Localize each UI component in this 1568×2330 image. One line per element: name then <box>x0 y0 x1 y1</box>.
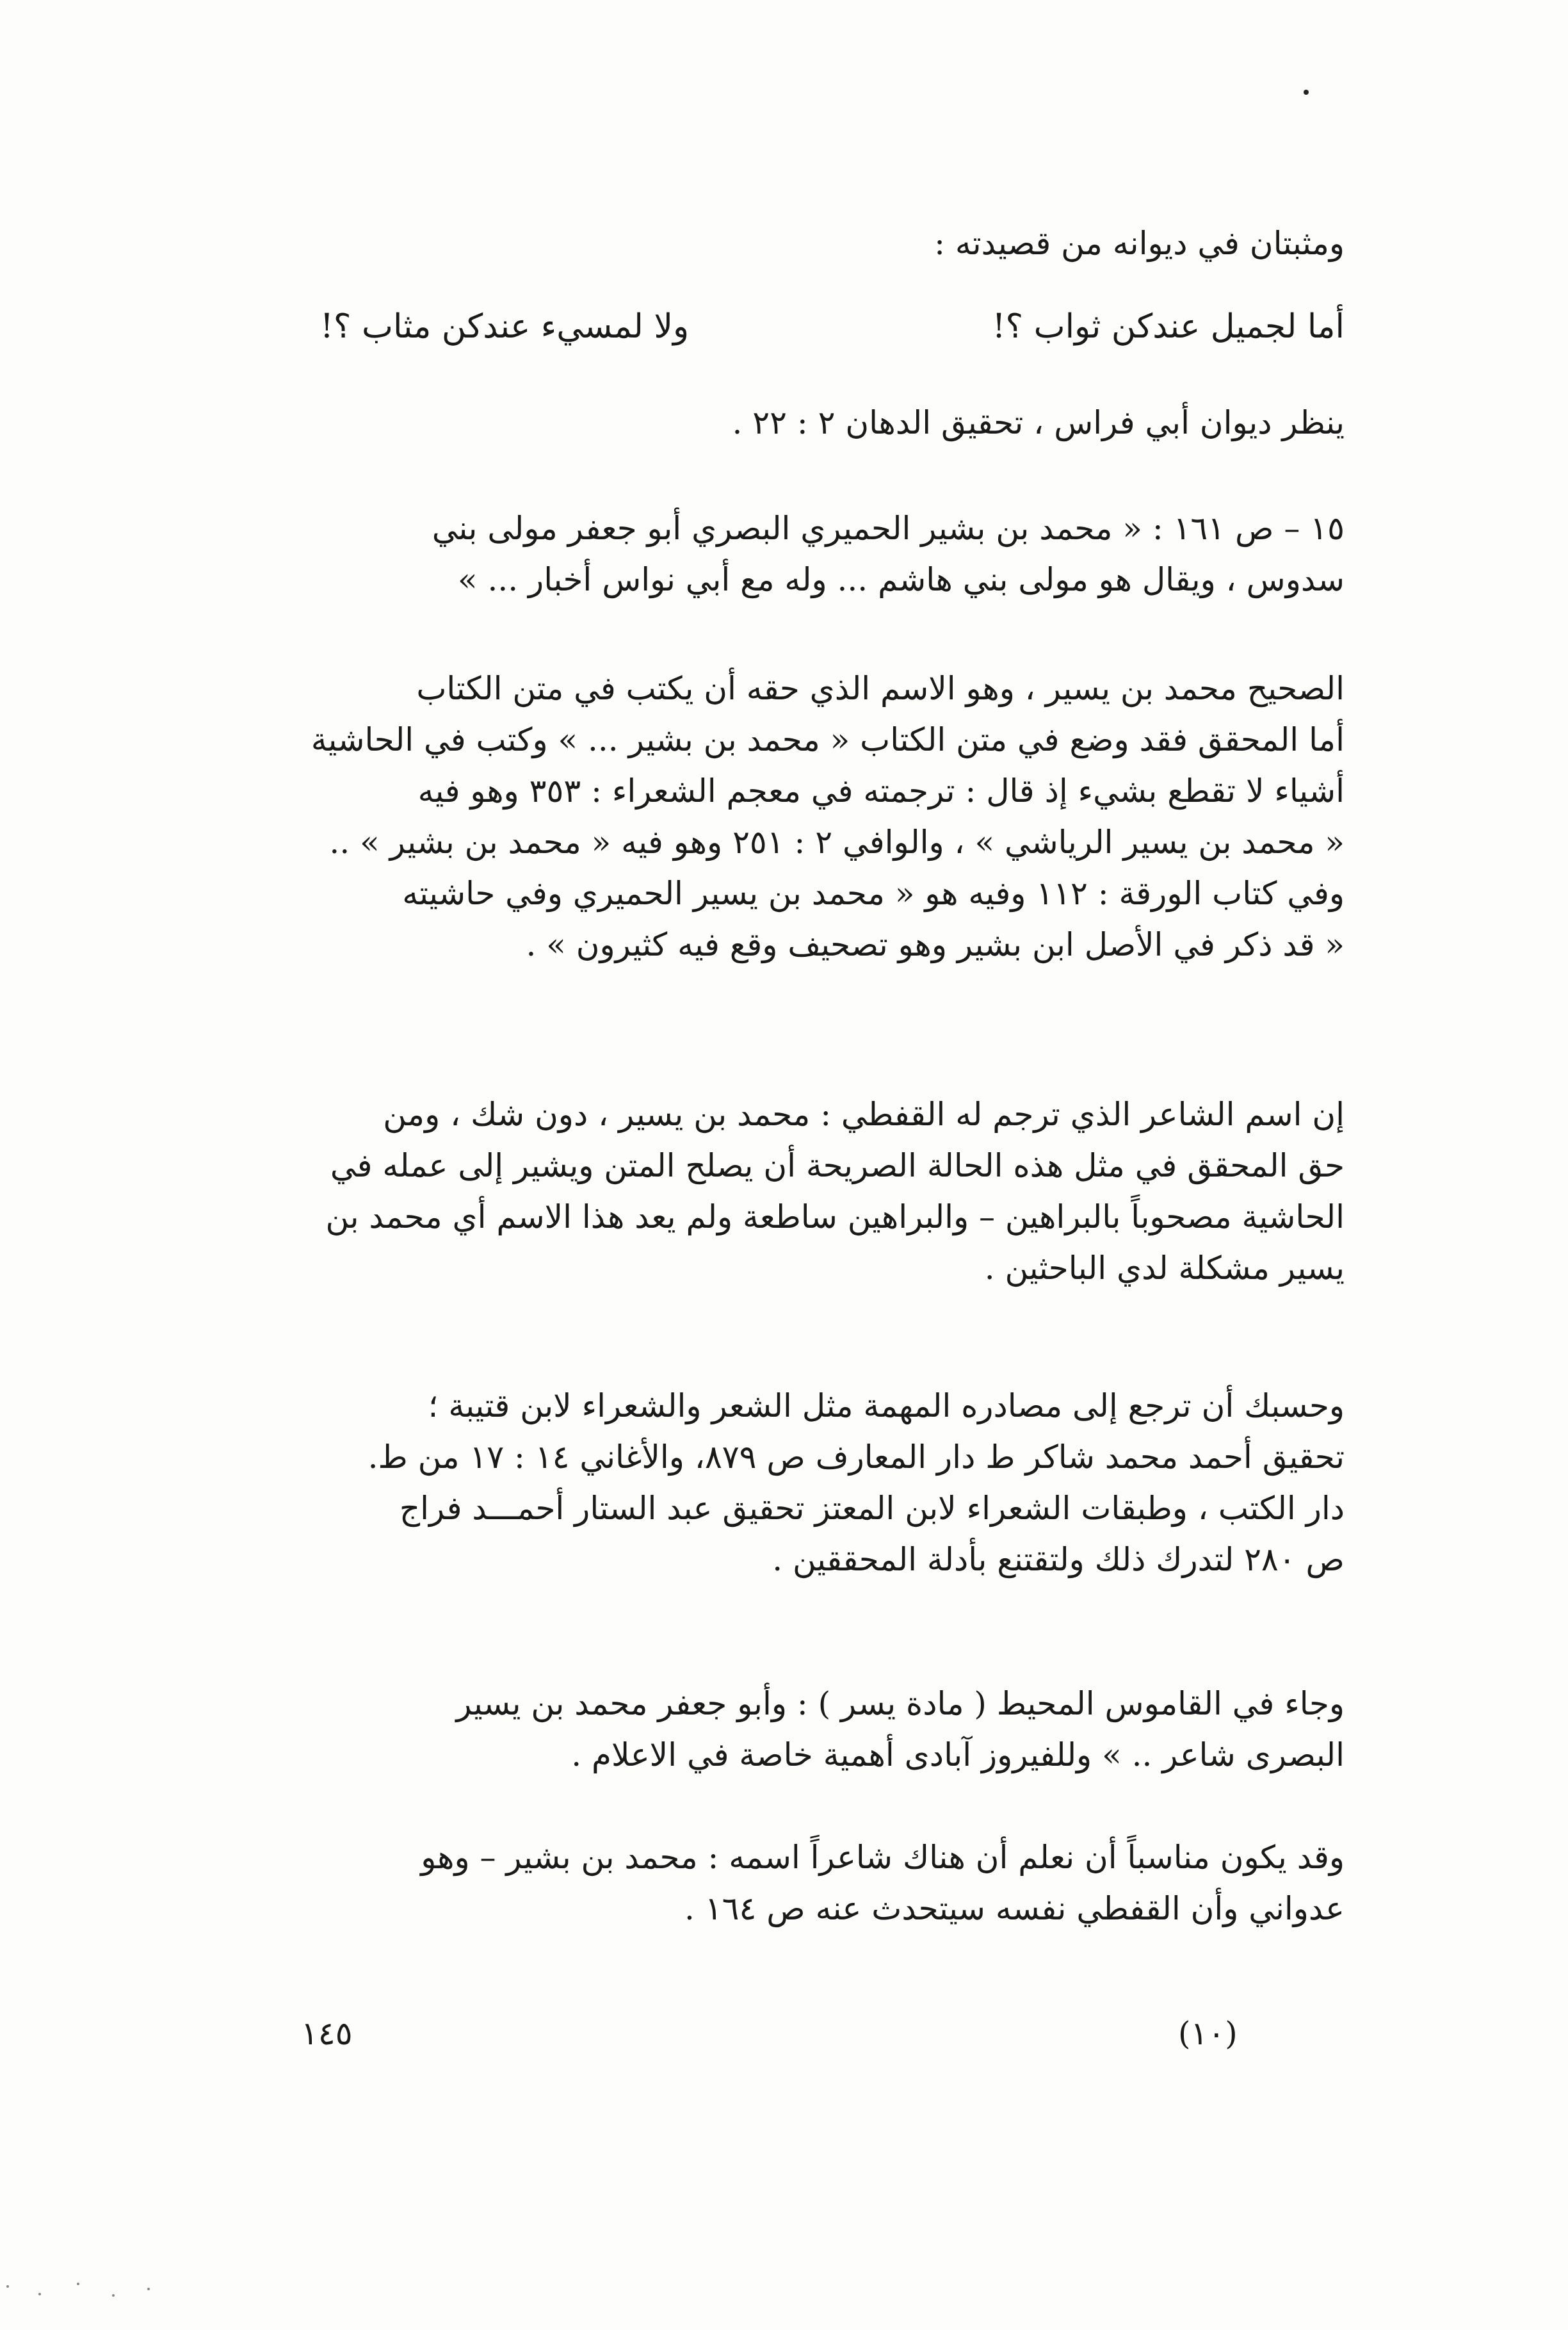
text-line: عدواني وأن القفطي نفسه سيتحدث عنه ص ١٦٤ . <box>684 1890 1345 1927</box>
page-number: ١٤٥ <box>301 2015 353 2052</box>
text-line: إن اسم الشاعر الذي ترجم له القفطي : محمد بن يسير ، دون شك ، ومن <box>383 1096 1345 1133</box>
speck <box>147 2288 150 2290</box>
paragraph-note-15 <box>243 503 1345 605</box>
text-line: ١٥ – ص ١٦١ : « محمد بن بشير الحميري البصري أبو جعفر مولى بني <box>432 510 1345 547</box>
paragraph-ref-diwan <box>243 397 1345 448</box>
verse-first-hemistich: أما لجميل عندكن ثواب ؟! <box>992 307 1345 346</box>
verse-second-hemistich: ولا لمسيء عندكن مثاب ؟! <box>320 307 690 346</box>
text-line: سدوس ، ويقال هو مولى بني هاشم ... وله مع أبي نواس أخبار ... » <box>457 561 1345 598</box>
text-line: وقد يكون مناسباً أن نعلم أن هناك شاعراً اسمه : محمد بن بشير – وهو <box>421 1839 1345 1876</box>
text-line: أما المحقق فقد وضع في متن الكتاب « محمد بن بشير ... » وكتب في الحاشية <box>311 721 1345 758</box>
text-line: « محمد بن يسير الرياشي » ، والوافي ٢ : ٢٥١ وهو فيه « محمد بن بشير » .. <box>329 824 1345 861</box>
text-line: وجاء في القاموس المحيط ( مادة يسر ) : وأبو جعفر محمد بن يسير <box>456 1685 1345 1722</box>
text-line: الحاشية مصحوباً بالبراهين – والبراهين ساطعة ولم يعد هذا الاسم أي محمد بن <box>325 1198 1345 1235</box>
paragraph-sources <box>243 1380 1345 1585</box>
poetry-verse <box>243 298 1345 355</box>
text-line: البصرى شاعر .. » وللفيروز آبادى أهمية خاصة في الاعلام . <box>571 1736 1345 1773</box>
page-dot-mark <box>1304 90 1309 95</box>
text-line: دار الكتب ، وطبقات الشعراء لابن المعتز تحقيق عبد الستار أحمـــد فراج <box>399 1490 1345 1527</box>
paragraph-intro <box>243 218 1345 269</box>
speck <box>38 2293 41 2295</box>
text-line: « قد ذكر في الأصل ابن بشير وهو تصحيف وقع فيه كثيرون » . <box>526 926 1345 963</box>
paragraph-correct-name <box>243 663 1345 970</box>
paragraph-qamus <box>243 1678 1345 1780</box>
text-line: وحسبك أن ترجع إلى مصادره المهمة مثل الشعر والشعراء لابن قتيبة ؛ <box>428 1387 1345 1424</box>
text-line: يسير مشكلة لدي الباحثين . <box>984 1250 1345 1287</box>
text-line: حق المحقق في مثل هذه الحالة الصريحة أن يصلح المتن ويشير إلى عمله في <box>330 1147 1345 1184</box>
paragraph-another-poet <box>243 1832 1345 1934</box>
signature-mark: (١٠) <box>1178 2015 1238 2052</box>
speck <box>77 2283 79 2285</box>
text-line: ينظر ديوان أبي فراس ، تحقيق الدهان ٢ : ٢٢ . <box>732 404 1345 441</box>
text-line: تحقيق أحمد محمد شاكر ط دار المعارف ص ٨٧٩، والأغاني ١٤ : ١٧ من ط. <box>368 1438 1345 1476</box>
speck <box>112 2294 115 2297</box>
text-line: أشياء لا تقطع بشيء إذ قال : ترجمته في معجم الشعراء : ٣٥٣ وهو فيه <box>417 772 1345 810</box>
text-line: ومثبتان في ديوانه من قصيدته : <box>934 225 1345 262</box>
text-line: ص ٢٨٠ لتدرك ذلك ولتقتنع بأدلة المحققين . <box>772 1541 1345 1578</box>
text-line: وفي كتاب الورقة : ١١٢ وفيه هو « محمد بن يسير الحميري وفي حاشيته <box>402 875 1345 912</box>
paragraph-poet-name <box>243 1089 1345 1294</box>
text-line: الصحيح محمد بن يسير ، وهو الاسم الذي حقه أن يكتب في متن الكتاب <box>416 670 1345 707</box>
scan-specks <box>0 2280 166 2306</box>
speck <box>6 2285 9 2288</box>
